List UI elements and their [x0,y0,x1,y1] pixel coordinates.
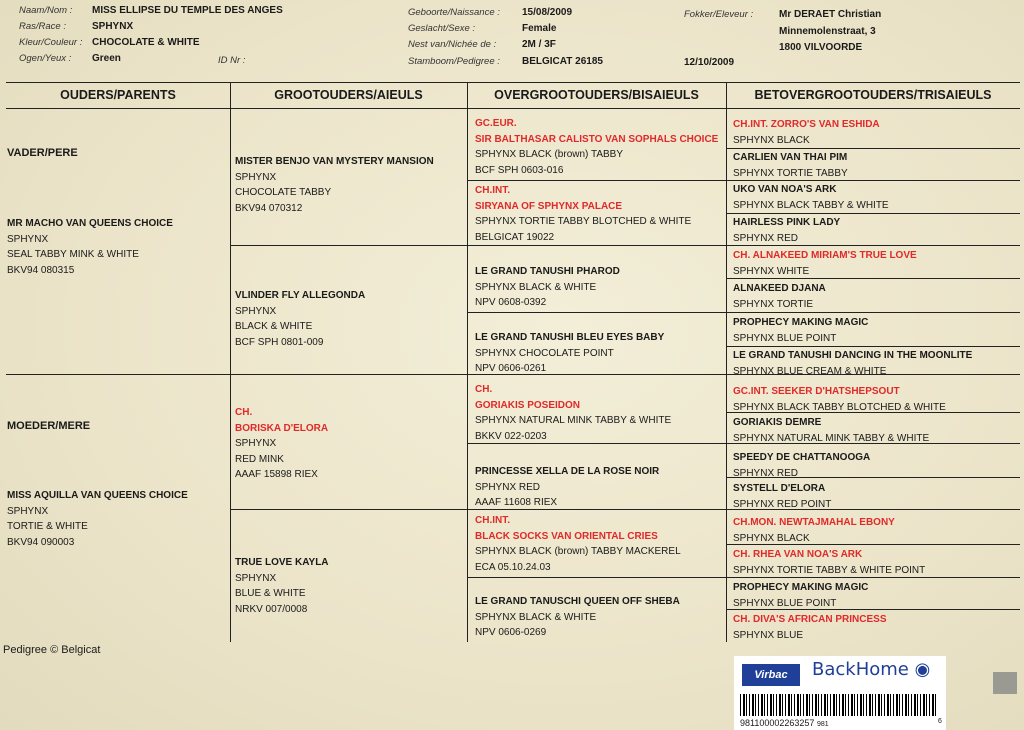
great-grandparent-entry [475,183,691,245]
chip-number: 981100002263257 [740,718,815,728]
grandparent-entry [235,154,434,216]
ggp-name: GORIAKIS POSEIDON [475,399,581,411]
cat-name: MISS ELLIPSE DU TEMPLE DES ANGES [92,5,283,16]
great-grandparent-entry [475,330,664,377]
ggp-desc: SPHYNX BLACK & WHITE [475,281,597,293]
eyes-label: Ogen/Yeux : [19,53,72,64]
grandparent-color: CHOCOLATE TABBY [235,187,332,198]
ggp-name: SIR BALTHASAR CALISTO VAN SOPHALS CHOICE [475,133,719,145]
father-name: MR MACHO VAN QUEENS CHOICE [7,218,173,229]
great-great-grandparent-entry [733,515,895,546]
great-grandparent-entry [475,264,620,311]
great-great-grandparent-entry [733,415,929,446]
gggp-name: ALNAKEED DJANA [733,283,826,294]
birth-value: 15/08/2009 [522,7,573,18]
grandparent-reg: BKV94 070312 [235,202,303,214]
gggp-name: SPEEDY DE CHATTANOOGA [733,452,871,463]
grandparent-breed: SPHYNX [235,438,277,449]
great-great-grandparent-entry [733,612,887,643]
ggp-reg: ECA 05.10.24.03 [475,561,551,573]
gggp-name: CH. DIVA'S AFRICAN PRINCESS [733,614,887,625]
father-entry [7,216,173,278]
gggp-name: SYSTELL D'ELORA [733,483,826,494]
microchip-sticker [734,656,946,730]
gggp-name: UKO VAN NOA'S ARK [733,184,837,195]
ggp-desc: SPHYNX CHOCOLATE POINT [475,347,614,359]
father-role: VADER/PERE [7,147,78,159]
great-great-grandparent-entry [733,281,826,312]
chip-suffix: 981 [816,721,829,728]
gggp-desc: SPHYNX BLUE [733,629,804,641]
sex-label: Geslacht/Sexe : [408,23,476,34]
ggp-name: BLACK SOCKS VAN ORIENTAL CRIES [475,530,658,542]
ggp-desc: SPHYNX RED [475,481,541,493]
color-label: Kleur/Couleur : [19,37,83,48]
ggp-title: CH.INT. [475,515,510,526]
gggp-desc: SPHYNX BLUE CREAM & WHITE [733,365,887,377]
gggp-desc: SPHYNX WHITE [733,265,810,277]
column-header-great-grandparents: OVERGROOTOUDERS/BISAIEULS [494,88,699,102]
grandparent-entry [235,405,328,483]
birth-label: Geboorte/Naissance : [408,7,500,18]
father-reg: BKV94 080315 [7,264,75,276]
breed-value: SPHYNX [92,21,134,32]
great-great-grandparent-entry [733,481,831,512]
mother-breed: SPHYNX [7,505,49,517]
grandparent-breed: SPHYNX [235,171,277,183]
gggp-desc: SPHYNX BLUE POINT [733,332,837,344]
great-grandparent-entry [475,464,659,511]
grandparent-color: RED MINK [235,453,284,465]
virbac-logo: Virbac [742,664,800,686]
mother-role: MOEDER/MERE [7,420,91,432]
breeder-label: Fokker/Eleveur : [684,9,754,20]
signal-icon: ◉ [914,659,931,680]
great-grandparent-entry [475,513,681,575]
ggp-reg: NPV 0608-0392 [475,297,547,308]
gggp-name: CARLIEN VAN THAI PIM [733,152,848,163]
grandparent-reg: AAAF 15898 RIEX [235,469,318,480]
ggp-title: CH. [475,384,493,395]
ggp-name: PRINCESSE XELLA DE LA ROSE NOIR [475,466,660,477]
gggp-name: CH.INT. ZORRO'S VAN ESHIDA [733,119,880,130]
great-great-grandparent-entry [733,215,840,246]
name-label: Naam/Nom : [19,5,73,16]
ggp-name: SIRYANA OF SPHYNX PALACE [475,200,623,212]
grandparent-breed: SPHYNX [235,305,277,317]
litter-value: 2M / 3F [522,39,556,50]
gggp-name: PROPHECY MAKING MAGIC [733,317,869,328]
gggp-desc: SPHYNX BLACK TABBY & WHITE [733,199,889,211]
microchip-code [740,718,942,728]
color-value: CHOCOLATE & WHITE [92,37,200,48]
grandparent-name: BORISKA D'ELORA [235,422,329,434]
ggp-reg: AAAF 11608 RIEX [475,497,558,508]
great-great-grandparent-entry [733,348,972,379]
great-great-grandparent-entry [733,117,880,148]
gggp-name: HAIRLESS PINK LADY [733,217,841,228]
grandparent-reg: NRKV 007/0008 [235,603,308,615]
gggp-desc: SPHYNX NATURAL MINK TABBY & WHITE [733,432,930,444]
gggp-desc: SPHYNX TORTIE TABBY [733,167,848,179]
litter-label: Nest van/Nichée de : [408,39,497,50]
id-label: ID Nr : [218,55,246,66]
ggp-desc: SPHYNX NATURAL MINK TABBY & WHITE [475,415,672,426]
gggp-name: GORIAKIS DEMRE [733,417,822,428]
ggp-reg: NPV 0606-0261 [475,363,547,374]
grandparent-name: TRUE LOVE KAYLA [235,557,329,568]
barcode-image [740,694,938,716]
ggp-reg: BCF SPH 0603-016 [475,164,564,176]
ggp-name: LE GRAND TANUSHI BLEU EYES BABY [475,332,665,343]
grandparent-name: MISTER BENJO VAN MYSTERY MANSION [235,156,434,167]
great-great-grandparent-entry [733,547,925,578]
ggp-desc: SPHYNX BLACK (brown) TABBY [475,149,624,160]
ggp-title: GC.EUR. [475,118,517,129]
great-great-grandparent-entry [733,384,946,415]
father-color: SEAL TABBY MINK & WHITE [7,249,139,260]
great-great-grandparent-entry [733,182,889,213]
great-great-grandparent-entry [733,580,868,611]
gggp-desc: SPHYNX RED [733,467,799,479]
gggp-desc: SPHYNX TORTIE TABBY & WHITE POINT [733,564,926,576]
name-row [19,5,72,16]
mother-entry [7,488,188,550]
pedigree-label: Stamboom/Pedigree : [408,56,500,67]
mother-name: MISS AQUILLA VAN QUEENS CHOICE [7,490,188,501]
eyes-value: Green [92,53,121,64]
gggp-desc: SPHYNX BLACK TABBY BLOTCHED & WHITE [733,401,946,413]
great-great-grandparent-entry [733,450,870,481]
breeder-address-city: 1800 VILVOORDE [779,42,863,53]
chip-side: 6 [938,718,942,725]
gggp-name: PROPHECY MAKING MAGIC [733,582,869,593]
gggp-desc: SPHYNX BLACK [733,134,810,146]
ggp-reg: NPV 0606-0269 [475,627,547,638]
great-grandparent-entry [475,116,718,178]
ggp-title: CH.INT. [475,185,510,196]
gggp-name: LE GRAND TANUSHI DANCING IN THE MOONLITE [733,350,973,361]
pedigree-copyright: Pedigree © Belgicat [3,644,101,656]
great-grandparent-entry [475,594,680,641]
grandparent-color: BLACK & WHITE [235,321,313,332]
great-great-grandparent-entry [733,248,917,279]
gggp-name: CH.MON. NEWTAJMAHAL EBONY [733,517,895,528]
ggp-desc: SPHYNX BLACK & WHITE [475,611,597,623]
breed-label: Ras/Race : [19,21,66,32]
ggp-desc: SPHYNX BLACK (brown) TABBY MACKEREL [475,546,681,557]
column-header-grandparents: GROOTOUDERS/AIEULS [274,88,423,102]
ggp-reg: BKKV 022-0203 [475,430,547,442]
father-breed: SPHYNX [7,233,49,245]
column-header-parents: OUDERS/PARENTS [60,88,176,102]
gggp-desc: SPHYNX BLACK [733,532,810,544]
gggp-desc: SPHYNX RED [733,232,799,244]
breeder-address-street: Minnemolenstraat, 3 [779,26,876,37]
pedigree-number: BELGICAT 26185 [522,56,603,67]
scan-marker [993,672,1017,694]
gggp-desc: SPHYNX BLUE POINT [733,597,837,609]
grandparent-color: BLUE & WHITE [235,588,306,599]
great-grandparent-entry [475,382,671,444]
backhome-logo [812,659,930,680]
ggp-desc: SPHYNX TORTIE TABBY BLOTCHED & WHITE [475,216,692,227]
sex-value: Female [522,23,557,34]
backhome-text: BackHome [812,659,909,680]
gggp-name: CH. RHEA VAN NOA'S ARK [733,549,863,560]
grandparent-reg: BCF SPH 0801-009 [235,336,324,348]
gggp-desc: SPHYNX TORTIE [733,298,814,310]
mother-color: TORTIE & WHITE [7,521,88,532]
ggp-reg: BELGICAT 19022 [475,231,555,243]
grandparent-entry [235,555,329,617]
grandparent-entry [235,288,365,350]
gggp-name: CH. ALNAKEED MIRIAM'S TRUE LOVE [733,250,917,261]
column-header-great-great-grandparents: BETOVERGROOTOUDERS/TRISAIEULS [754,88,992,102]
great-great-grandparent-entry [733,315,868,346]
grandparent-title: CH. [235,407,253,418]
gggp-desc: SPHYNX RED POINT [733,498,832,510]
grandparent-name: VLINDER FLY ALLEGONDA [235,290,366,301]
ggp-name: LE GRAND TANUSHI PHAROD [475,266,620,277]
breeder-name: Mr DERAET Christian [779,9,882,20]
mother-reg: BKV94 090003 [7,536,75,548]
grandparent-breed: SPHYNX [235,572,277,584]
gggp-name: GC.INT. SEEKER D'HATSHEPSOUT [733,386,900,397]
issue-date: 12/10/2009 [684,57,735,68]
great-great-grandparent-entry [733,150,848,181]
ggp-name: LE GRAND TANUSCHI QUEEN OFF SHEBA [475,596,680,607]
